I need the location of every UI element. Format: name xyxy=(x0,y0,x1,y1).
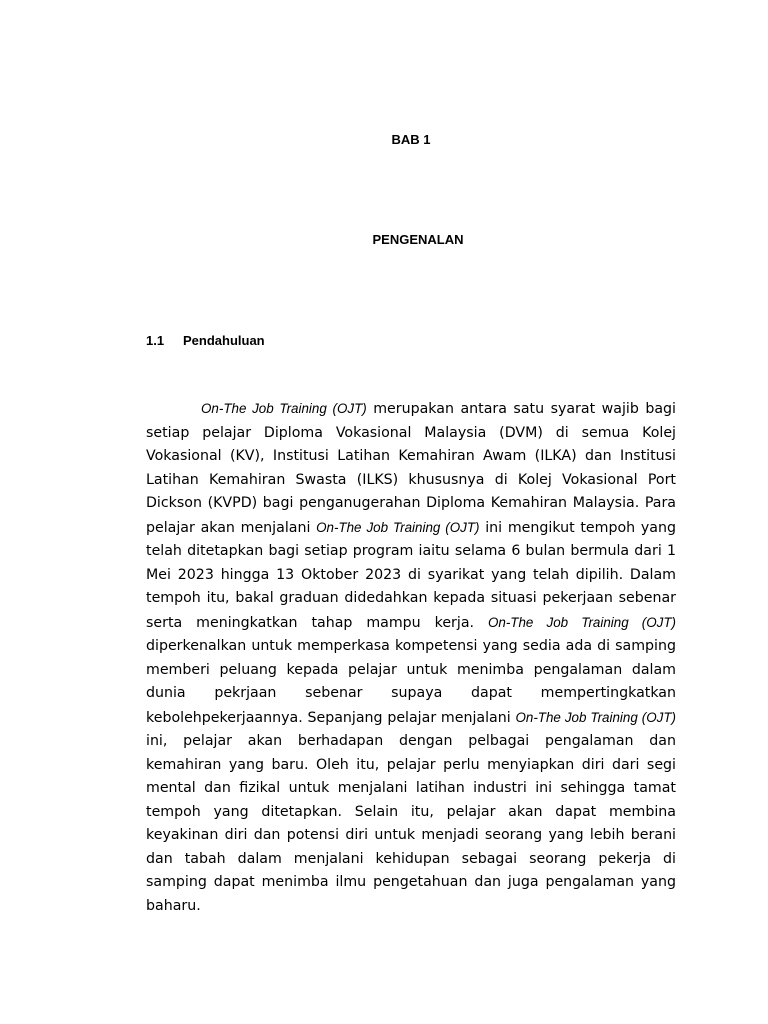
paragraph-segment: ini, pelajar akan berhadapan dengan pelbagai pengalaman dan kemahiran yang baru. Oleh itu, pelajar perlu menyiapkan diri dari segi mental dan fizikal untuk menjalani latihan industri ini sehingga tamat tempoh yang ditetapkan. Selain itu, pelajar akan dapat membina keyakinan diri dan potensi diri untuk menjadi seorang yang lebih berani dan tabah dalam menjalani kehidupan sebagai seorang pekerja di samping dapat menimba ilmu pengetahuan dan juga pengalaman yang baharu. xyxy=(146,733,676,914)
ojt-term: On-The Job Training (OJT) xyxy=(515,709,676,725)
section-title: Pendahuluan xyxy=(183,333,265,348)
ojt-term: On-The Job Training (OJT) xyxy=(487,614,676,630)
chapter-title: PENGENALAN xyxy=(372,232,464,247)
paragraph-segment: ini mengikut tempoh yang telah ditetapkan bagi setiap program iaitu selama 6 bulan bermula dari 1 Mei 2023 hingga 13 Oktober 2023 di syarikat yang telah dipilih. Dalam tempoh itu, bakal graduan didedahkan kepada situasi pekerjaan sebenar serta meningkatkan tahap mampu kerja. xyxy=(146,519,676,631)
body-paragraph xyxy=(146,397,676,918)
section-number: 1.1 xyxy=(146,333,165,348)
chapter-heading: BAB 1 xyxy=(391,132,431,147)
paragraph-segment: diperkenalkan untuk memperkasa kompetensi yang sedia ada di samping memberi peluang kepada pelajar untuk menimba pengalaman dalam dunia pekrjaan sebenar supaya dapat mempertingkatkan kebolehpekerjaannya. Sepanjang pelajar menjalani xyxy=(146,638,676,726)
ojt-term: On-The Job Training (OJT) xyxy=(201,401,367,416)
ojt-term: On-The Job Training (OJT) xyxy=(316,519,480,535)
paragraph-segment: merupakan antara satu syarat wajib bagi setiap pelajar Diploma Vokasional Malaysia (DVM) di semua Kolej Vokasional (KV), Institusi Latihan Kemahiran Awam (ILKA) dan Institusi Latihan Kemahiran Swasta (ILKS) khususnya di Kolej Vokasional Port Dickson (KVPD) bagi penganugerahan Diploma Kemahiran Malaysia. Para pelajar akan menjalani xyxy=(146,401,676,536)
section-heading xyxy=(146,333,265,348)
